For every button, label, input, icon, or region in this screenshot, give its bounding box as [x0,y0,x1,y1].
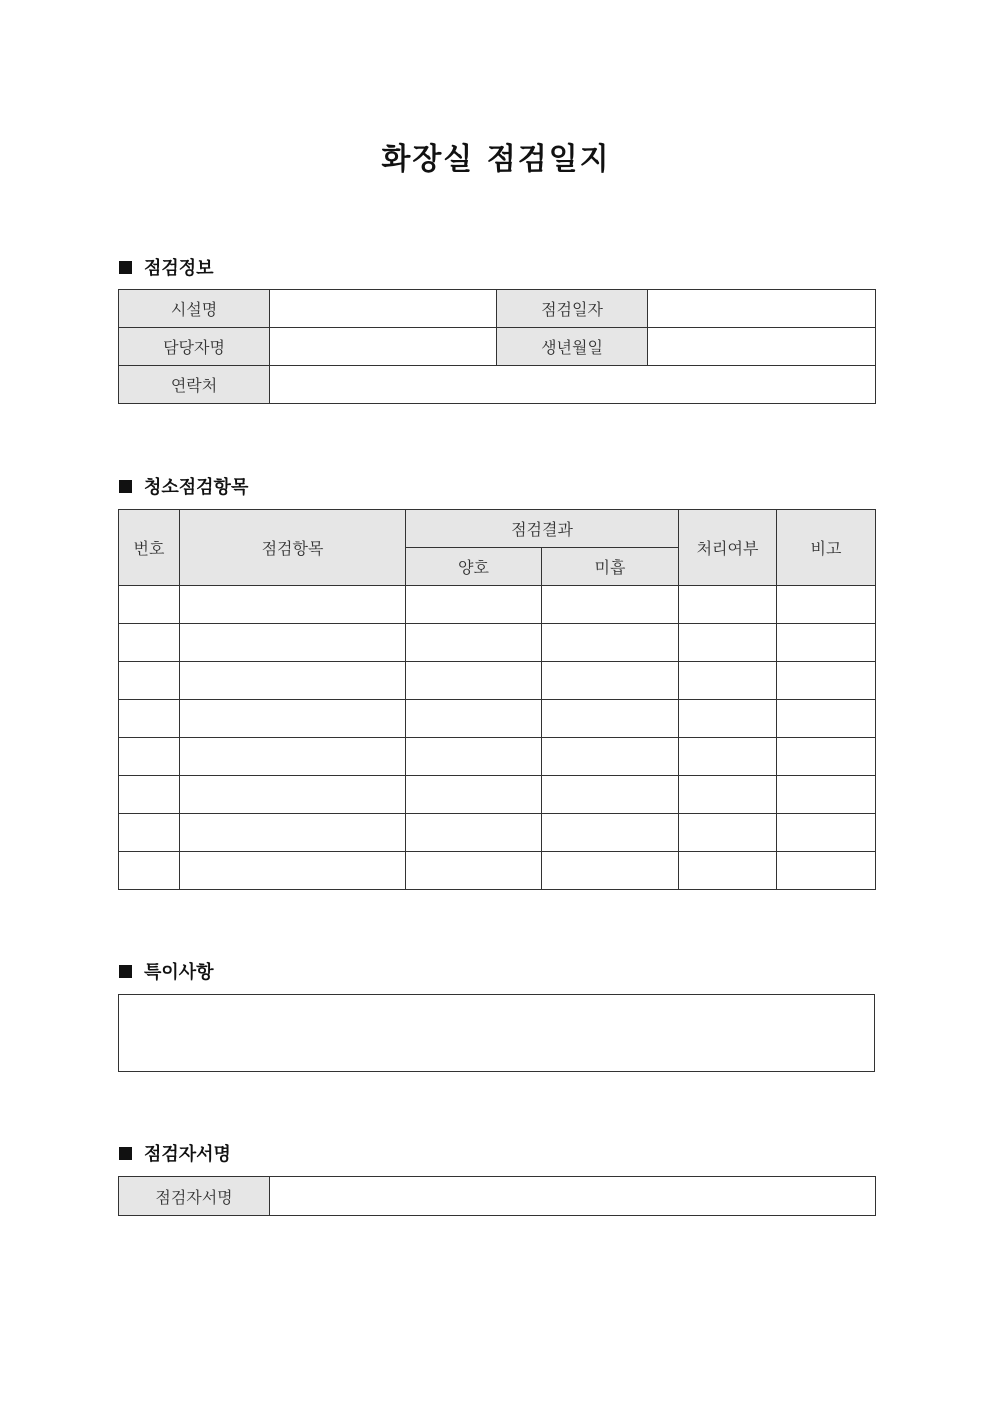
table-row [119,776,876,814]
poor-cell[interactable] [542,586,679,624]
good-cell[interactable] [406,662,542,700]
info-table [118,289,876,404]
good-cell[interactable] [406,852,542,890]
item-cell[interactable] [180,662,406,700]
remarks-cell[interactable] [777,814,876,852]
header-good: 양호 [406,548,542,586]
good-cell[interactable] [406,586,542,624]
handled-cell[interactable] [679,700,777,738]
header-handled: 처리여부 [679,510,777,586]
number-cell[interactable] [119,624,180,662]
poor-cell[interactable] [542,852,679,890]
inspection-date-field[interactable] [648,290,876,328]
remarks-cell[interactable] [777,700,876,738]
poor-cell[interactable] [542,776,679,814]
signature-label: 점검자서명 [119,1177,270,1216]
poor-cell[interactable] [542,662,679,700]
remarks-cell[interactable] [777,586,876,624]
section-heading-notes [119,958,214,984]
table-row [119,700,876,738]
header-item: 점검항목 [180,510,406,586]
handled-cell[interactable] [679,662,777,700]
section-label: 특이사항 [144,962,214,983]
number-cell[interactable] [119,776,180,814]
remarks-cell[interactable] [777,662,876,700]
good-cell[interactable] [406,776,542,814]
good-cell[interactable] [406,738,542,776]
handled-cell[interactable] [679,624,777,662]
square-bullet-icon [119,1147,132,1160]
poor-cell[interactable] [542,624,679,662]
facility-name-label: 시설명 [119,290,270,328]
number-cell[interactable] [119,738,180,776]
header-remarks: 비고 [777,510,876,586]
handled-cell[interactable] [679,814,777,852]
manager-name-field[interactable] [270,328,497,366]
section-label: 청소점검항목 [144,477,249,498]
poor-cell[interactable] [542,700,679,738]
table-row [119,852,876,890]
handled-cell[interactable] [679,776,777,814]
table-row [119,738,876,776]
page-title: 화장실 점검일지 [381,142,611,177]
notes-field[interactable] [119,995,875,1072]
signature-field[interactable] [270,1177,876,1216]
good-cell[interactable] [406,624,542,662]
good-cell[interactable] [406,700,542,738]
item-cell[interactable] [180,852,406,890]
item-cell[interactable] [180,624,406,662]
header-number: 번호 [119,510,180,586]
item-cell[interactable] [180,700,406,738]
section-label: 점검자서명 [144,1144,231,1165]
birth-date-field[interactable] [648,328,876,366]
number-cell[interactable] [119,700,180,738]
section-heading-signature [119,1140,231,1166]
handled-cell[interactable] [679,738,777,776]
item-cell[interactable] [180,738,406,776]
table-row [119,586,876,624]
facility-name-field[interactable] [270,290,497,328]
number-cell[interactable] [119,662,180,700]
number-cell[interactable] [119,814,180,852]
square-bullet-icon [119,965,132,978]
table-row [119,624,876,662]
section-label: 점검정보 [144,258,214,279]
notes-table [118,994,875,1072]
manager-name-label: 담당자명 [119,328,270,366]
table-row [119,662,876,700]
signature-table [118,1176,876,1216]
handled-cell[interactable] [679,852,777,890]
section-heading-info [119,254,214,280]
square-bullet-icon [119,480,132,493]
contact-label: 연락처 [119,366,270,404]
header-result: 점검결과 [406,510,679,548]
inspection-items-table [118,509,876,890]
items-table-body [119,586,876,890]
inspection-date-label: 점검일자 [497,290,648,328]
square-bullet-icon [119,261,132,274]
remarks-cell[interactable] [777,738,876,776]
poor-cell[interactable] [542,814,679,852]
birth-date-label: 생년월일 [497,328,648,366]
header-poor: 미흡 [542,548,679,586]
remarks-cell[interactable] [777,852,876,890]
remarks-cell[interactable] [777,624,876,662]
good-cell[interactable] [406,814,542,852]
number-cell[interactable] [119,852,180,890]
handled-cell[interactable] [679,586,777,624]
table-row [119,814,876,852]
poor-cell[interactable] [542,738,679,776]
item-cell[interactable] [180,586,406,624]
remarks-cell[interactable] [777,776,876,814]
contact-field[interactable] [270,366,876,404]
section-heading-items [119,473,248,499]
item-cell[interactable] [180,814,406,852]
number-cell[interactable] [119,586,180,624]
item-cell[interactable] [180,776,406,814]
